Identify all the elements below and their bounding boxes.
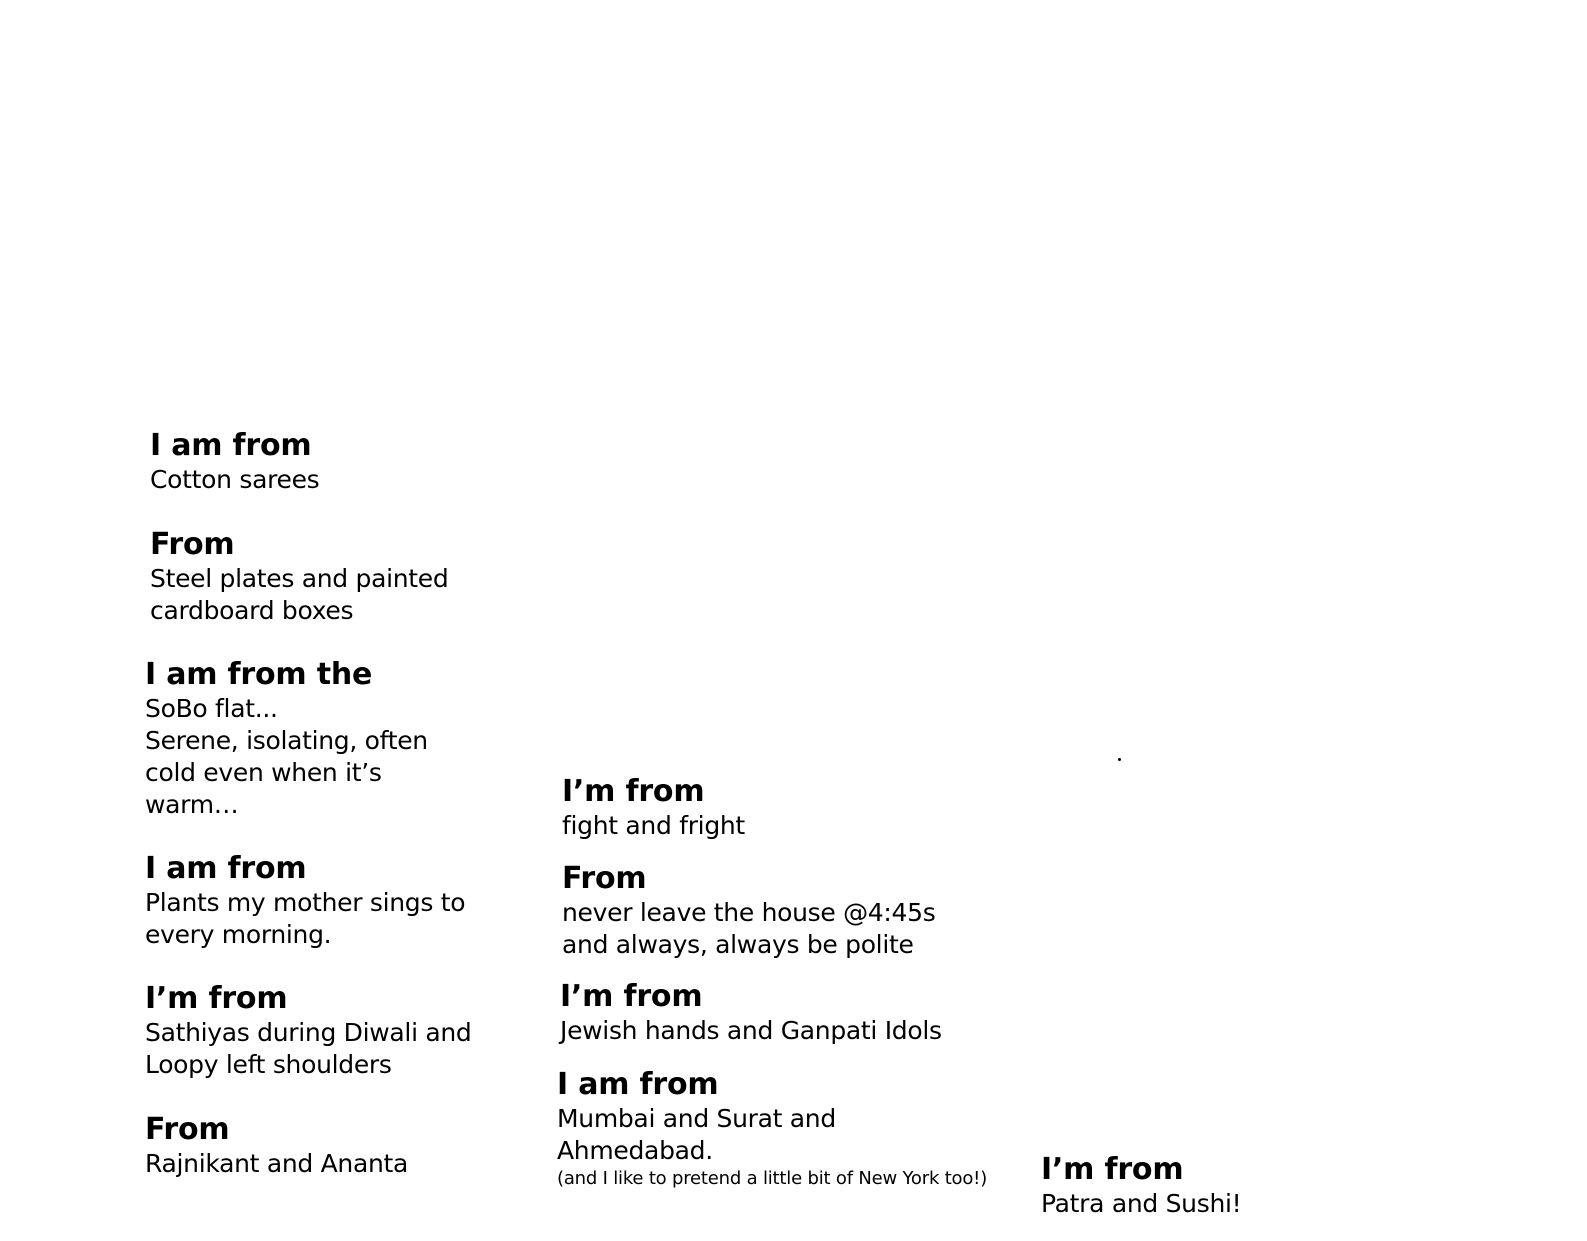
stanza-middle-3 bbox=[560, 979, 942, 1047]
stanza-left-1 bbox=[150, 428, 319, 496]
stanza-line: Plants my mother sings to bbox=[145, 888, 466, 917]
stanza-left-6 bbox=[145, 1112, 408, 1180]
stanza-line: every morning. bbox=[145, 920, 332, 949]
stanza-left-4 bbox=[145, 851, 465, 951]
stanza-line: and always, always be polite bbox=[562, 930, 914, 959]
stanza-note: (and I like to pretend a little bit of New York too!) bbox=[557, 1168, 988, 1189]
stanza-heading: I’m from bbox=[145, 981, 288, 1016]
stanza-heading: I am from the bbox=[145, 657, 373, 692]
stanza-line: Steel plates and painted bbox=[150, 564, 449, 593]
stanza-line: cold even when it’s bbox=[145, 758, 382, 787]
stanza-line: cardboard boxes bbox=[150, 596, 354, 625]
stanza-right-1 bbox=[1041, 1152, 1241, 1220]
stanza-heading: I am from bbox=[150, 428, 312, 463]
stanza-line: Cotton sarees bbox=[150, 465, 320, 494]
stanza-line: Patra and Sushi! bbox=[1041, 1189, 1242, 1218]
stanza-heading: I’m from bbox=[1041, 1152, 1184, 1187]
stanza-line: Jewish hands and Ganpati Idols bbox=[560, 1016, 942, 1045]
stanza-line: warm… bbox=[145, 790, 239, 819]
stanza-left-3 bbox=[145, 657, 428, 821]
stanza-heading: I am from bbox=[145, 851, 307, 886]
stanza-line: Mumbai and Surat and bbox=[557, 1104, 836, 1133]
stanza-line: Rajnikant and Ananta bbox=[145, 1149, 409, 1178]
stanza-heading: From bbox=[150, 527, 235, 562]
stanza-middle-4 bbox=[557, 1067, 987, 1191]
stanza-line: fight and fright bbox=[562, 811, 745, 840]
stanza-heading: From bbox=[145, 1112, 230, 1147]
stanza-middle-1 bbox=[562, 774, 745, 842]
stanza-line: SoBo flat... bbox=[145, 694, 278, 723]
stanza-left-5 bbox=[145, 981, 472, 1081]
stray-dot bbox=[1118, 758, 1121, 761]
stanza-line: Serene, isolating, often bbox=[145, 726, 428, 755]
stanza-heading: I’m from bbox=[560, 979, 703, 1014]
stanza-heading: From bbox=[562, 861, 647, 896]
stanza-heading: I’m from bbox=[562, 774, 705, 809]
stanza-middle-2 bbox=[562, 861, 935, 961]
stanza-line: Loopy left shoulders bbox=[145, 1050, 392, 1079]
stanza-line: never leave the house @4:45s bbox=[562, 898, 936, 927]
stanza-heading: I am from bbox=[557, 1067, 719, 1102]
stanza-left-2 bbox=[150, 527, 448, 627]
stanza-line: Sathiyas during Diwali and bbox=[145, 1018, 472, 1047]
stanza-line: Ahmedabad. bbox=[557, 1136, 713, 1165]
